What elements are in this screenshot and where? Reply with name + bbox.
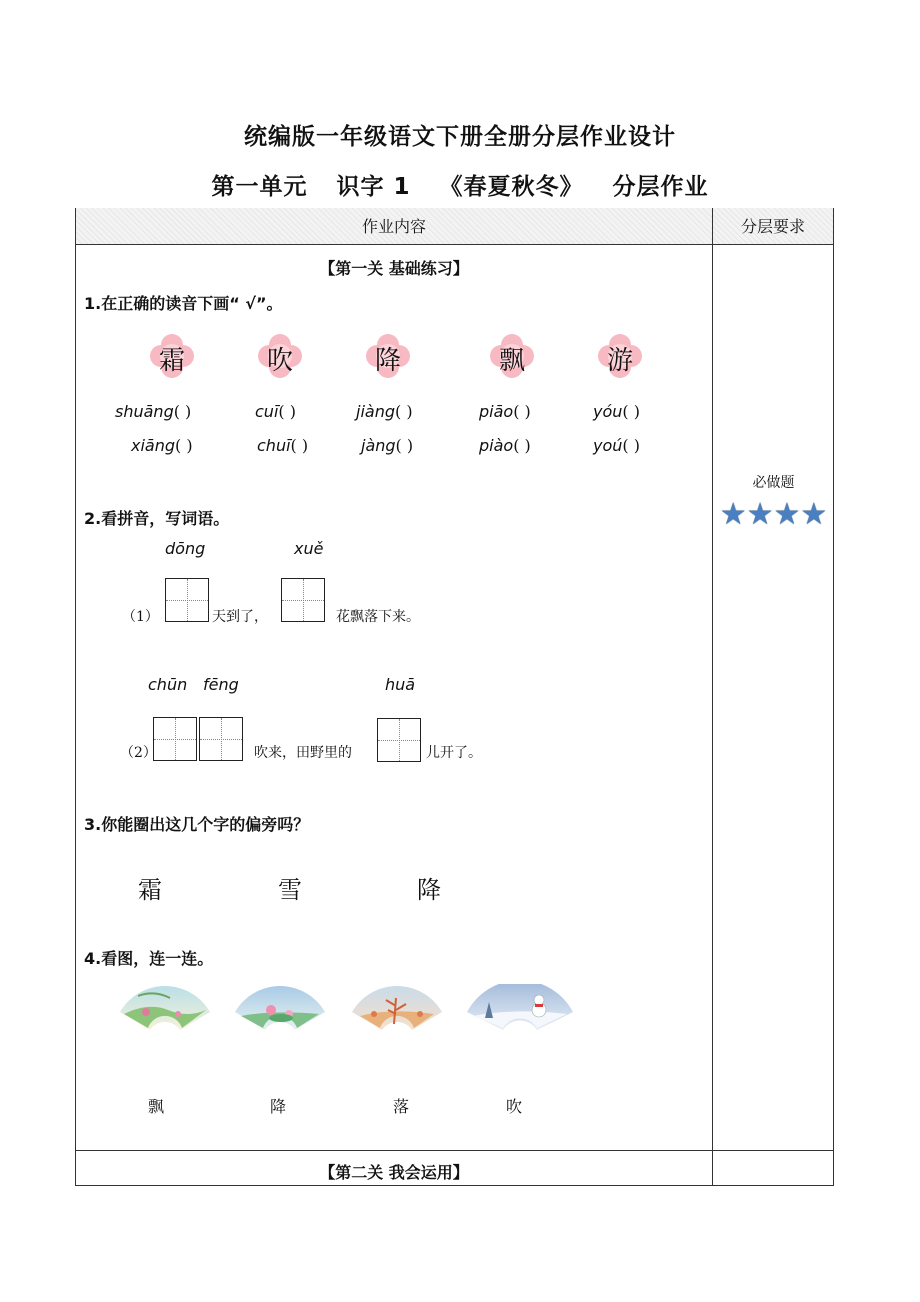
question-4-prompt: 4.看图，连一连。	[84, 949, 214, 968]
section-2-title: 【第二关 我会运用】	[319, 1163, 469, 1182]
pinyin-option[interactable]: yoú( )	[593, 436, 640, 455]
autumn-fan-image[interactable]	[350, 984, 444, 1032]
radical-char-3[interactable]: 降	[417, 876, 441, 904]
section-1-title: 【第一关 基础练习】	[319, 259, 469, 278]
sentence-2a: 吹来，田野里的	[254, 745, 352, 761]
question-3-prompt: 3.你能圈出这几个字的偏旁吗？	[84, 815, 310, 834]
char-piao: 飘	[498, 346, 525, 376]
header-requirement: 分层要求	[713, 208, 833, 245]
match-word-1[interactable]: 飘	[148, 1097, 165, 1116]
pinyin-option[interactable]: piào( )	[479, 436, 531, 455]
radical-char-2[interactable]: 雪	[278, 876, 302, 904]
winter-fan-image[interactable]	[465, 984, 575, 1032]
spring-fan-image[interactable]	[118, 984, 212, 1032]
pinyin-option[interactable]: jiàng( )	[356, 402, 413, 421]
char-jiang: 降	[374, 346, 401, 376]
pinyin-feng: fēng	[203, 675, 239, 694]
document-title: 统编版一年级语文下册全册分层作业设计	[244, 124, 676, 150]
pinyin-xue: xuě	[294, 539, 324, 558]
difficulty-stars	[713, 497, 834, 532]
row-divider	[75, 1150, 834, 1151]
item-label-1: （1）	[122, 609, 159, 625]
pinyin-option[interactable]: chuī( )	[257, 436, 309, 455]
flower-char-3	[366, 334, 410, 378]
pinyin-option[interactable]: jàng( )	[361, 436, 414, 455]
pinyin-option[interactable]: piāo( )	[479, 402, 531, 421]
pinyin-chun: chūn	[148, 675, 188, 694]
question-1-prompt: 1.在正确的读音下画“ √”。	[84, 294, 283, 313]
requirement-label: 必做题	[752, 475, 795, 491]
subtitle-lesson: 识字 1	[336, 174, 411, 200]
char-shuang: 霜	[158, 346, 185, 376]
subtitle-unit: 第一单元	[211, 174, 308, 200]
char-you: 游	[606, 346, 633, 376]
question-2-prompt: 2.看拼音，写词语。	[84, 509, 230, 528]
column-divider	[712, 208, 713, 1186]
flower-char-4	[490, 334, 534, 378]
sentence-2b: 儿开了。	[426, 745, 482, 761]
radical-char-1[interactable]: 霜	[138, 876, 162, 904]
document-subtitle	[0, 168, 920, 201]
writing-box-chun[interactable]	[153, 717, 197, 761]
writing-box-xue[interactable]	[281, 578, 325, 622]
subtitle-text: 《春夏秋冬》	[439, 174, 584, 200]
char-chui: 吹	[266, 346, 293, 376]
subtitle-suffix: 分层作业	[612, 174, 709, 200]
summer-fan-image[interactable]	[233, 984, 327, 1032]
star-icon: ★★★★	[719, 497, 828, 532]
item-label-2: （2）	[120, 745, 157, 761]
writing-box-feng[interactable]	[199, 717, 243, 761]
pinyin-dong: dōng	[165, 539, 206, 558]
match-word-2[interactable]: 降	[270, 1097, 287, 1116]
pinyin-hua: huā	[385, 675, 416, 694]
match-word-3[interactable]: 落	[393, 1097, 410, 1116]
writing-box-hua[interactable]	[377, 718, 421, 762]
sentence-1a: 天到了，	[212, 609, 268, 625]
flower-char-1	[150, 334, 194, 378]
sentence-1b: 花飘落下来。	[336, 609, 420, 625]
pinyin-option[interactable]: shuāng( )	[115, 402, 192, 421]
flower-char-5	[598, 334, 642, 378]
match-word-4[interactable]: 吹	[506, 1097, 523, 1116]
pinyin-option[interactable]: xiāng( )	[131, 436, 193, 455]
writing-box-dong[interactable]	[165, 578, 209, 622]
flower-char-2	[258, 334, 302, 378]
pinyin-option[interactable]: cuī( )	[255, 402, 296, 421]
header-content: 作业内容	[76, 208, 712, 245]
pinyin-option[interactable]: yóu( )	[593, 402, 640, 421]
